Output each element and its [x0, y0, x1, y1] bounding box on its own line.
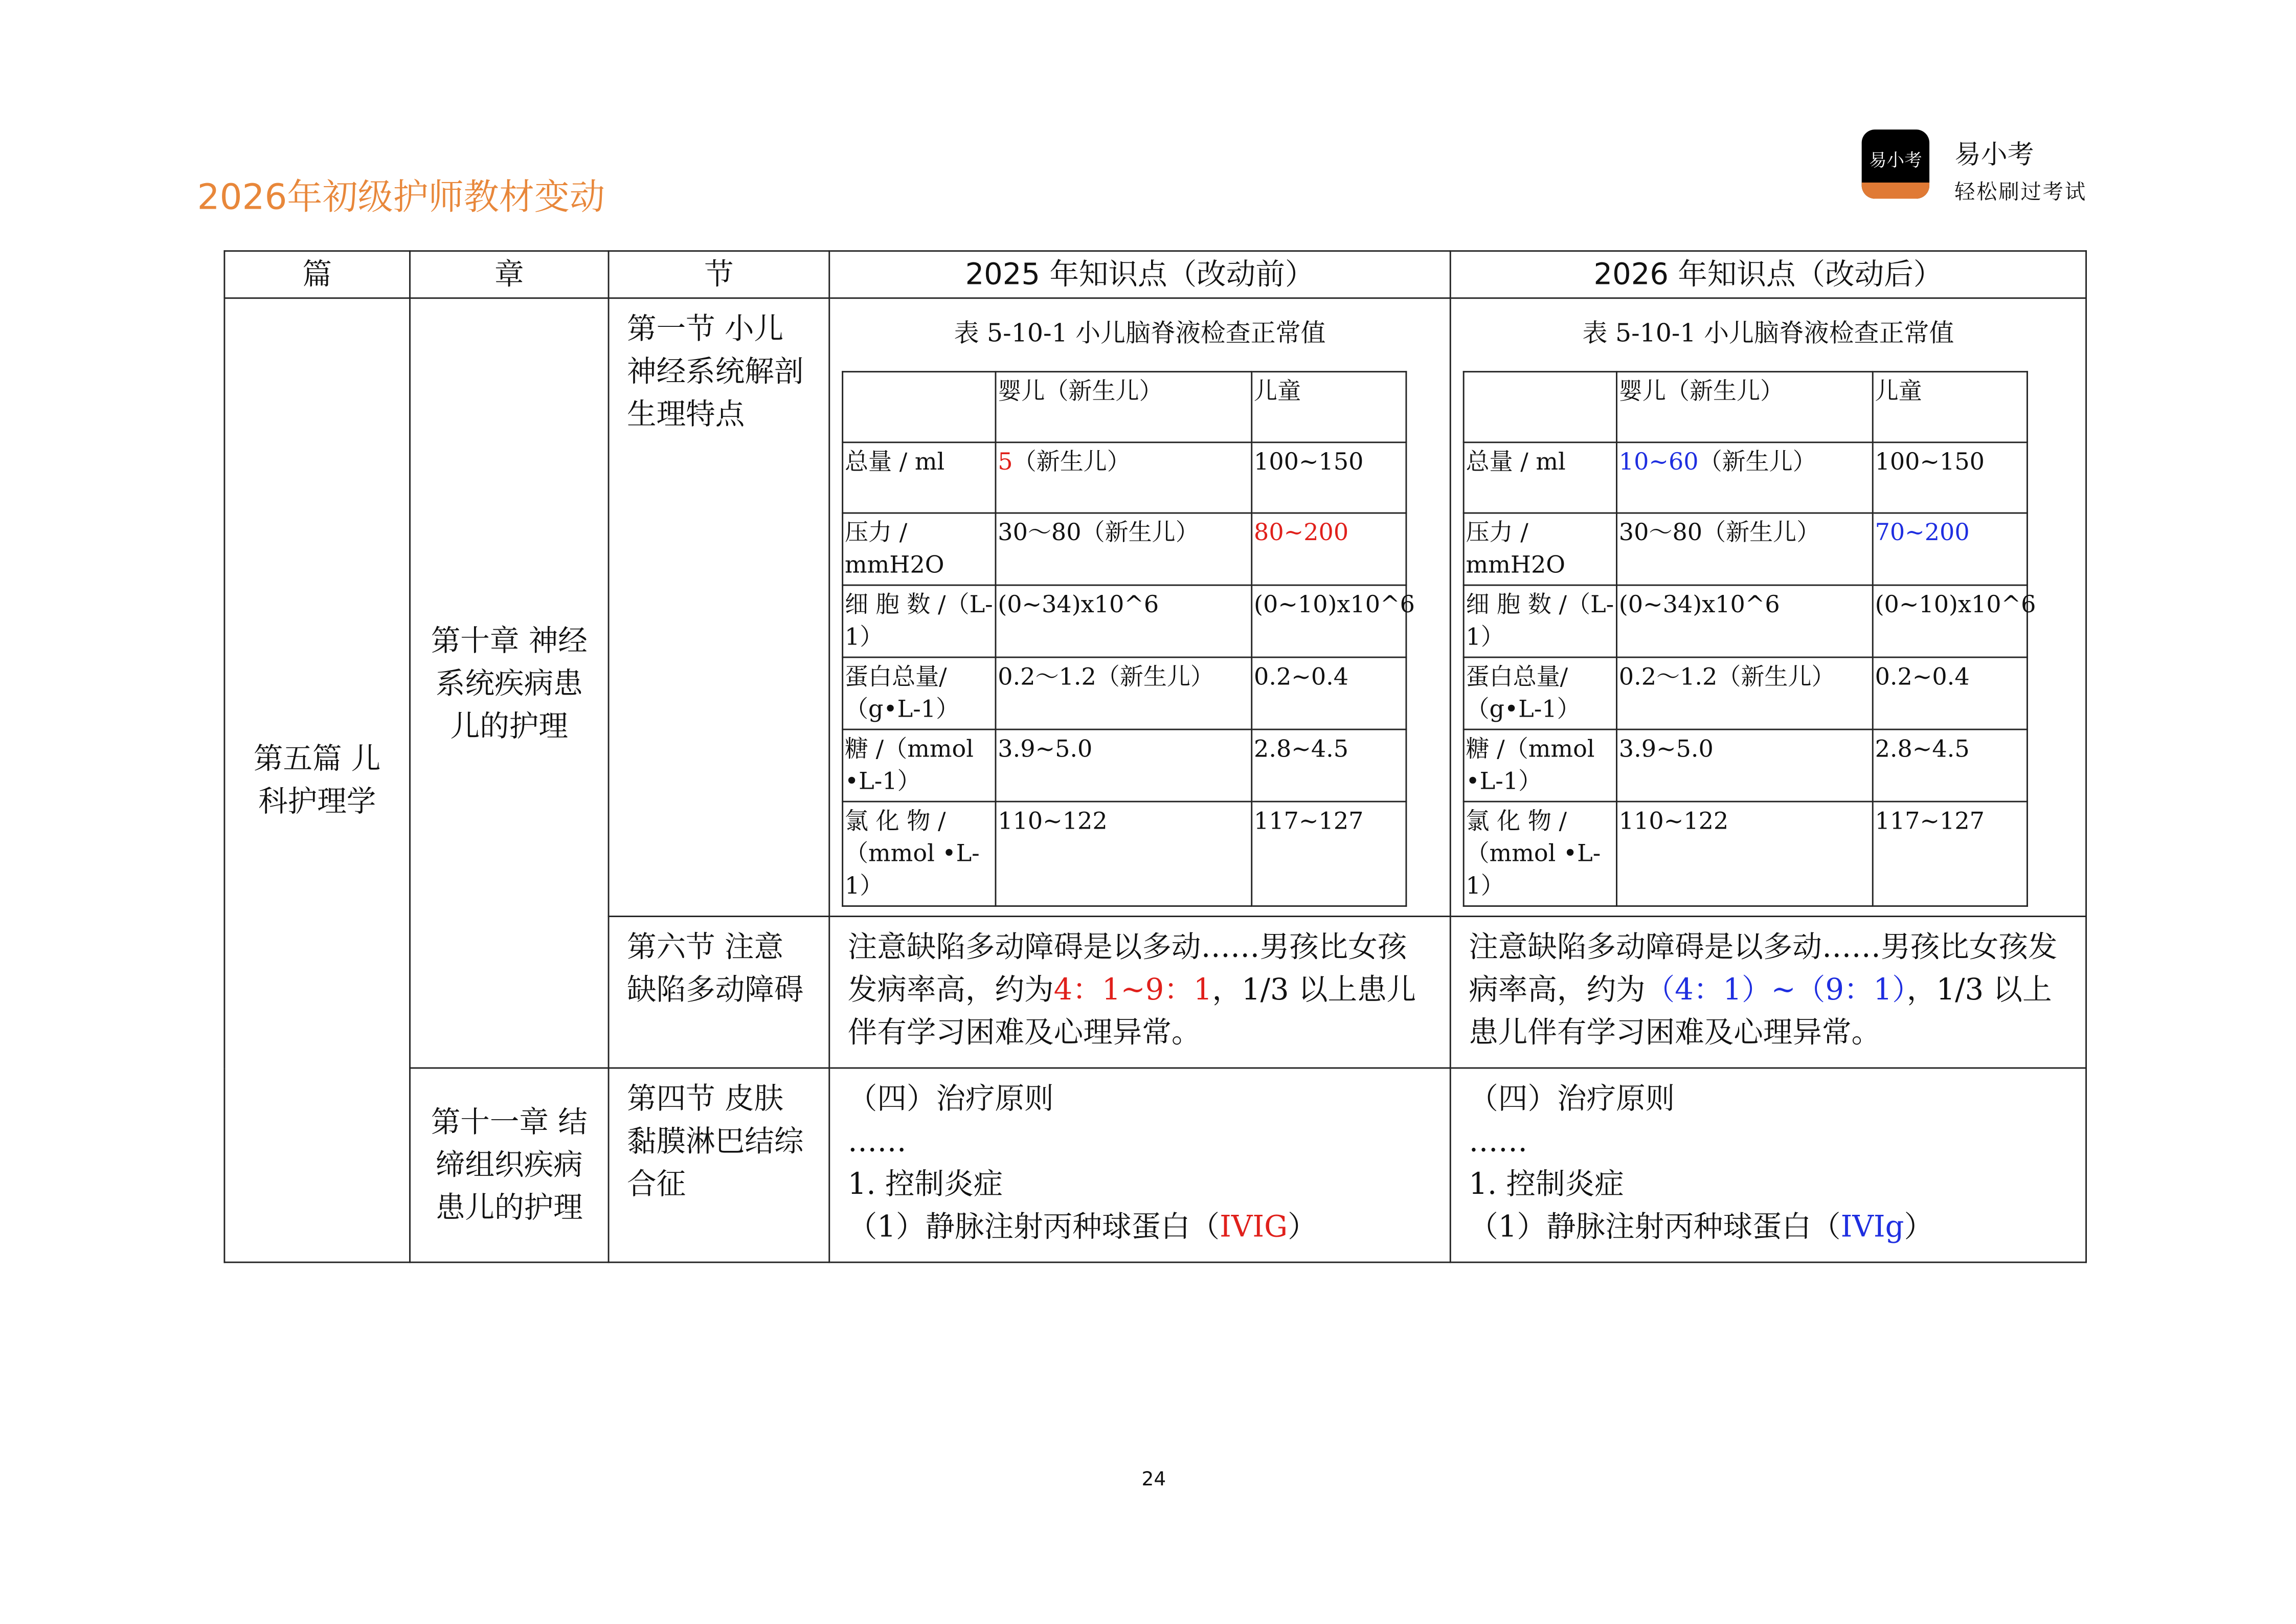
value: 30～80（新生儿）: [998, 518, 1199, 546]
highlight-text: （4：1）~（9：1）: [1645, 971, 1907, 1007]
page-number: 24: [1141, 1469, 1166, 1492]
old-content: [829, 917, 1451, 1068]
child-value: [1873, 657, 2027, 729]
value: 5: [998, 447, 1013, 476]
inner-header: 婴儿（新生儿）: [996, 372, 1252, 442]
document-title: 2026年初级护师教材变动: [197, 176, 605, 218]
csf-values-table: [1463, 371, 2036, 907]
inner-row: [1464, 729, 2027, 802]
inner-row: [843, 802, 1406, 906]
text: （1）静脉注射丙种球蛋白（: [1469, 1208, 1841, 1244]
changes-table: [223, 250, 2087, 1263]
value: (0~10)x10^6: [1875, 590, 2036, 618]
value: 117~127: [1875, 807, 1985, 835]
child-value: [1252, 442, 1406, 513]
infant-value: [996, 513, 1252, 585]
value: 100~150: [1875, 447, 1985, 476]
text: 注意缺陷多动障碍是以多动……男孩比女孩发病率高，约为: [847, 929, 1407, 1007]
infant-value: [1616, 802, 1873, 906]
child-value: [1873, 802, 2027, 906]
brand-slogan: 轻松刷过考试: [1954, 181, 2087, 205]
text: ）: [1904, 1208, 1934, 1244]
section-cell: 第四节 皮肤黏膜淋巴结综合征: [609, 1068, 829, 1262]
text: ，1/3 以上患儿伴有学习困难及心理异常。: [1469, 971, 2052, 1050]
infant-value: [996, 657, 1252, 729]
value: 0.2~0.4: [1875, 662, 1970, 691]
inner-label: 总量 / ml: [843, 442, 996, 513]
infant-value: [1616, 585, 1873, 657]
text: ……: [1469, 1123, 1528, 1159]
section-cell: 第一节 小儿神经系统解剖生理特点: [609, 298, 829, 917]
inner-row: [843, 513, 1406, 585]
inner-label: 总量 / ml: [1464, 442, 1616, 513]
chapter-cell: 第十章 神经系统疾病患儿的护理: [410, 298, 609, 1068]
infant-value: [1616, 729, 1873, 802]
highlight-text: IVIg: [1840, 1208, 1904, 1244]
inner-label: 压力 / mmH2O: [843, 513, 996, 585]
header-2026: 2026 年知识点（改动后）: [1450, 251, 2086, 298]
inner-row: [1464, 585, 2027, 657]
part-cell: 第五篇 儿科护理学: [224, 298, 410, 1262]
child-value: [1252, 729, 1406, 802]
child-value: [1252, 513, 1406, 585]
value: (0~10)x10^6: [1254, 590, 1415, 618]
inner-label: 糖 /（mmol •L-1）: [1464, 729, 1616, 802]
table-row: [224, 1068, 2086, 1262]
inner-header: [843, 372, 996, 442]
inner-row: [843, 729, 1406, 802]
value: (0~34)x10^6: [1618, 590, 1780, 618]
value: 110~122: [998, 807, 1108, 835]
inner-row: [1464, 513, 2027, 585]
value: 3.9~5.0: [1618, 735, 1714, 763]
inner-row: [843, 585, 1406, 657]
text: 1. 控制炎症: [847, 1166, 1003, 1202]
logo-bar: [1862, 183, 1929, 199]
highlight-text: IVIG: [1220, 1208, 1288, 1244]
child-value: [1252, 657, 1406, 729]
infant-value: [996, 802, 1252, 906]
child-value: [1252, 802, 1406, 906]
inner-label: 压力 / mmH2O: [1464, 513, 1616, 585]
inner-header: 儿童: [1252, 372, 1406, 442]
value: 0.2~0.4: [1254, 662, 1349, 691]
inner-header-row: [1464, 372, 2027, 442]
child-value: [1873, 513, 2027, 585]
value: 2.8~4.5: [1254, 735, 1349, 763]
inner-label: 氯 化 物 /（mmol •L-1）: [1464, 802, 1616, 906]
inner-row: [843, 442, 1406, 513]
text: 1. 控制炎症: [1469, 1166, 1624, 1202]
brand-name: 易小考: [1954, 140, 2034, 171]
header-section: 节: [609, 251, 829, 298]
value: 3.9~5.0: [998, 735, 1093, 763]
text: ，1/3 以上患儿伴有学习困难及心理异常。: [847, 971, 1416, 1050]
header-chapter: 章: [410, 251, 609, 298]
text: 注意缺陷多动障碍是以多动……男孩比女孩发病率高，约为: [1469, 929, 2058, 1007]
value: 100~150: [1254, 447, 1364, 476]
value: 80~200: [1254, 518, 1349, 546]
infant-value: [996, 585, 1252, 657]
new-content: [1450, 298, 2086, 917]
highlight-text: 4：1~9：1: [1053, 971, 1212, 1007]
value: (0~34)x10^6: [998, 590, 1159, 618]
inner-label: 糖 /（mmol •L-1）: [843, 729, 996, 802]
inner-header: 儿童: [1873, 372, 2027, 442]
old-content: [829, 298, 1451, 917]
inner-row: [1464, 442, 2027, 513]
infant-value: [996, 729, 1252, 802]
logo-text: 易小考: [1869, 150, 1922, 171]
child-value: [1873, 729, 2027, 802]
child-value: [1873, 442, 2027, 513]
inner-row: [1464, 802, 2027, 906]
infant-value: [1616, 657, 1873, 729]
header-2025: 2025 年知识点（改动前）: [829, 251, 1451, 298]
inner-header: 婴儿（新生儿）: [1616, 372, 1873, 442]
inner-header: [1464, 372, 1616, 442]
infant-value: [996, 442, 1252, 513]
new-content: [1450, 1068, 2086, 1262]
text: ……: [847, 1123, 907, 1159]
inner-row: [843, 657, 1406, 729]
inner-label: 蛋白总量/（g•L-1）: [843, 657, 996, 729]
value-note: （新生儿）: [1012, 447, 1131, 476]
new-content: [1450, 917, 2086, 1068]
inner-header-row: [843, 372, 1406, 442]
inner-label: 氯 化 物 /（mmol •L-1）: [843, 802, 996, 906]
text: （四）治疗原则: [847, 1080, 1054, 1116]
value: 2.8~4.5: [1875, 735, 1970, 763]
section-cell: 第六节 注意缺陷多动障碍: [609, 917, 829, 1068]
value: 0.2～1.2（新生儿）: [998, 662, 1214, 691]
infant-value: [1616, 442, 1873, 513]
inner-label: 细 胞 数 /（L-1）: [1464, 585, 1616, 657]
infant-value: [1616, 513, 1873, 585]
value: 110~122: [1618, 807, 1729, 835]
inner-label: 细 胞 数 /（L-1）: [843, 585, 996, 657]
text: （1）静脉注射丙种球蛋白（: [847, 1208, 1220, 1244]
chapter-cell: 第十一章 结缔组织疾病患儿的护理: [410, 1068, 609, 1262]
value-note: （新生儿）: [1698, 447, 1816, 476]
inner-table-caption: 表 5-10-1 小儿脑脊液检查正常值: [954, 319, 1326, 349]
old-content: [829, 1068, 1451, 1262]
value: 30～80（新生儿）: [1618, 518, 1820, 546]
header-part: 篇: [224, 251, 410, 298]
child-value: [1252, 585, 1415, 657]
table-row: [224, 298, 2086, 917]
logo-icon: [1862, 129, 1929, 198]
value: 117~127: [1254, 807, 1364, 835]
value: 70~200: [1875, 518, 1970, 546]
text: （四）治疗原则: [1469, 1080, 1675, 1116]
value: 0.2～1.2（新生儿）: [1618, 662, 1835, 691]
csf-values-table: [842, 371, 1415, 907]
inner-row: [1464, 657, 2027, 729]
inner-label: 蛋白总量/（g•L-1）: [1464, 657, 1616, 729]
text: ）: [1288, 1208, 1317, 1244]
child-value: [1873, 585, 2036, 657]
value: 10~60: [1618, 447, 1699, 476]
inner-table-caption: 表 5-10-1 小儿脑脊液检查正常值: [1582, 319, 1954, 349]
brand: [1954, 134, 2087, 206]
header-row: [224, 251, 2086, 298]
